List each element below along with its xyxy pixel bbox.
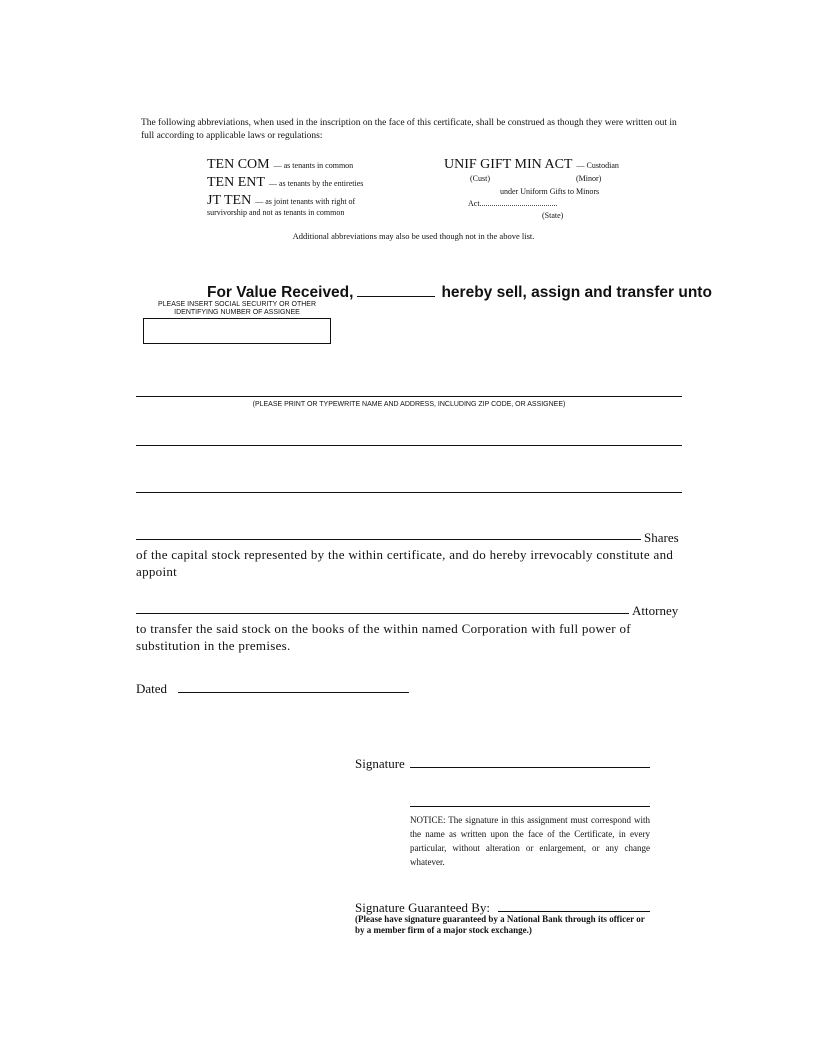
for-value-received-line (207, 282, 712, 302)
abbreviations-right (444, 156, 644, 222)
assignor-blank[interactable] (357, 282, 435, 297)
attorney-line[interactable] (136, 613, 629, 614)
unif-gift-min-act-term: UNIF GIFT MIN ACT (444, 157, 573, 172)
ss-number-box[interactable] (143, 318, 331, 344)
abbreviations-left (207, 156, 407, 218)
additional-abbreviations-note: Additional abbreviations may also be used though not in the above list. (292, 231, 535, 241)
shares-label: Shares (644, 530, 679, 545)
abbr-ten-ent (207, 174, 407, 192)
cust-label: (Cust) (470, 174, 490, 183)
attorney-paragraph: to transfer the said stock on the books of the within named Corporation with full power of substitution in the premises. (136, 621, 631, 653)
signature-guaranteed-note: (Please have signature guaranteed by a National Bank through its officer or by a member firm of a major stock exchange.) (355, 914, 645, 935)
for-value-received-label: For Value Received, (207, 284, 354, 301)
abbr-ten-com (207, 156, 407, 174)
assignee-name-line[interactable] (136, 396, 682, 397)
dated-line[interactable] (178, 692, 409, 693)
abbr-ten-ent-term: TEN ENT (207, 175, 265, 190)
intro-paragraph: The following abbreviations, when used in the inscription on the face of this certificate, shall be construed as though they were written out in full according to applicable laws or regulations: (141, 118, 677, 141)
abbr-ten-com-term: TEN COM (207, 157, 270, 172)
abbr-jt-ten-term: JT TEN (207, 193, 252, 208)
shares-line[interactable] (136, 539, 641, 540)
abbr-jt-ten-desc: — as joint tenants with right of (255, 197, 356, 206)
print-name-address-label: (PLEASE PRINT OR TYPEWRITE NAME AND ADDRESS, INCLUDING ZIP CODE, OR ASSIGNEE) (252, 401, 566, 408)
state-label: (State) (542, 211, 564, 220)
shares-paragraph: of the capital stock represented by the within certificate, and do hereby irrevocably constitute and appoint (136, 547, 674, 579)
assignee-address-line-1[interactable] (136, 445, 682, 446)
sell-assign-transfer-label: hereby sell, assign and transfer unto (441, 284, 712, 301)
abbr-ten-com-desc: — as tenants in common (273, 161, 354, 170)
ss-number-label: PLEASE INSERT SOCIAL SECURITY OR OTHER IDENTIFYING NUMBER OF ASSIGNEE (157, 301, 317, 316)
act-label: Act....................................... (468, 199, 558, 208)
signature-line[interactable] (410, 767, 650, 768)
signature-guaranteed-line[interactable] (498, 911, 650, 912)
under-ugma-label: under Uniform Gifts to Minors (500, 187, 600, 196)
abbr-jt-ten-cont: survivorship and not as tenants in common (207, 208, 345, 217)
signature-label: Signature (355, 756, 405, 771)
signature-guaranteed-label: Signature Guaranteed By: (355, 900, 491, 915)
attorney-label: Attorney (632, 603, 679, 618)
dated-label: Dated (136, 681, 168, 696)
notice-top-rule (410, 806, 650, 807)
notice-text: NOTICE: The signature in this assignment must correspond with the name as written upon the face of the Certificate, in every particular, without alteration or enlargement, or any change whatever. (410, 815, 650, 867)
minor-label: (Minor) (576, 174, 602, 183)
custodian-label: — Custodian (576, 161, 619, 170)
abbr-ten-ent-desc: — as tenants by the entireties (268, 179, 364, 188)
assignee-address-line-2[interactable] (136, 492, 682, 493)
